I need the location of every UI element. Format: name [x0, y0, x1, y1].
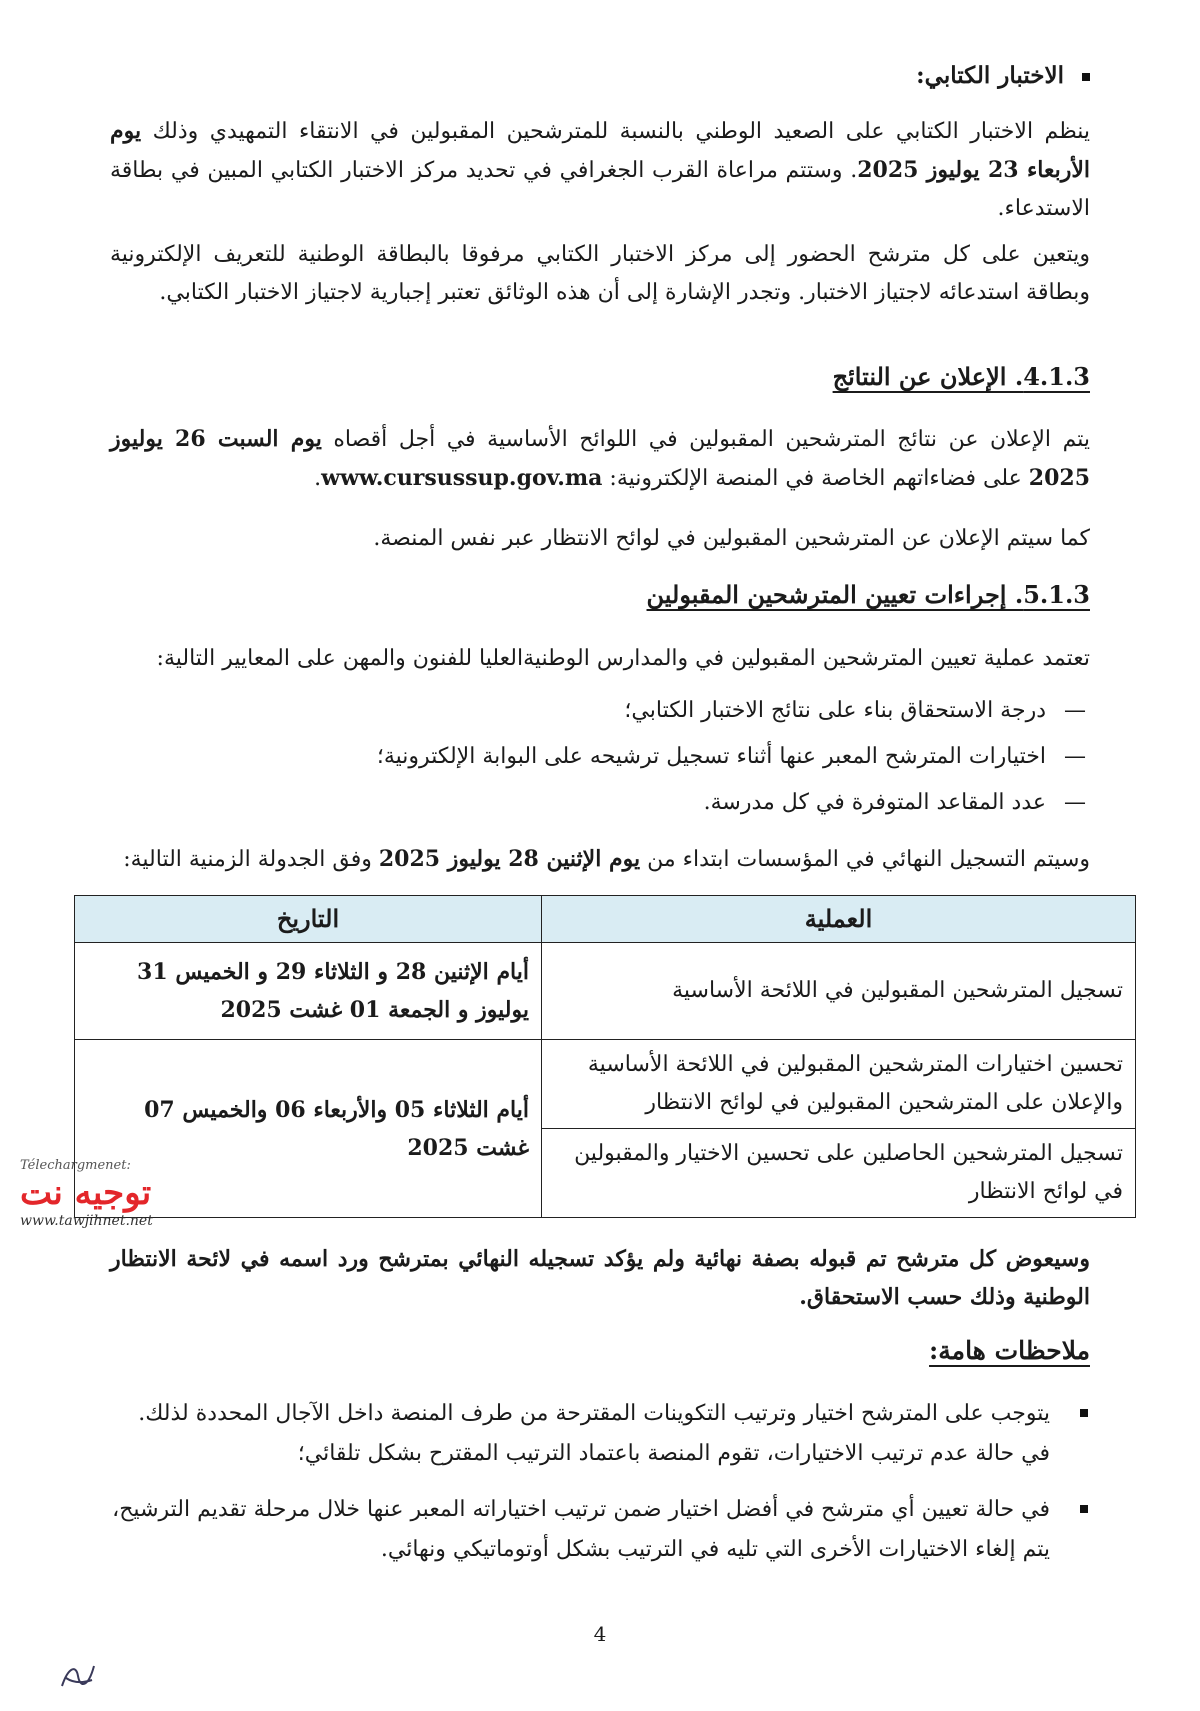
replacement-paragraph: وسيعوض كل مترشح تم قبوله بصفة نهائية ولم يؤكد تسجيله النهائي بمترشح ورد اسمه في لائحة الانتظار الوطنية وذلك حسب الاستحقاق. — [110, 1246, 1090, 1310]
results-paragraph-1: يتم الإعلان عن نتائج المترشحين المقبولين في اللوائح الأساسية في أجل أقصاه يوم السبت 26 يوليوز 2025 على فضاءاتهم الخاصة في المنصة الإلكترونية: www.cursussup.gov.ma. — [110, 426, 1090, 491]
table-cell-operation: تحسين اختيارات المترشحين المقبولين في اللائحة الأساسية والإعلان على المترشحين المقبولين في لوائح الانتظار — [542, 1040, 1136, 1129]
signature-icon — [58, 1658, 98, 1694]
column-header-operation: العملية — [542, 896, 1136, 943]
table-row — [75, 943, 1136, 1040]
notes-title: ملاحظات هامة: — [929, 1336, 1090, 1365]
watermark-label: Télechargmenet: — [20, 1158, 131, 1173]
criteria-list — [110, 688, 1090, 826]
schedule-table — [74, 895, 1136, 1218]
list-item: —عدد المقاعد المتوفرة في كل مدرسة. — [110, 780, 1090, 826]
square-bullet-icon — [1080, 1505, 1088, 1513]
assignment-section — [110, 580, 1090, 609]
results-date: يوم السبت 26 يوليوز 2025 — [110, 426, 1090, 491]
notes-section — [110, 1336, 1090, 1365]
platform-link[interactable]: www.cursussup.gov.ma — [321, 465, 603, 491]
table-cell-operation: تسجيل المترشحين الحاصلين على تحسين الاختيار والمقبولين في لوائح الانتظار — [542, 1129, 1136, 1218]
list-item: يتوجب على المترشح اختيار وترتيب التكوينات المقترحة من طرف المنصة داخل الآجال المحددة لذلك. في حالة عدم ترتيب الاختيارات، تقوم المنصة باعتماد الترتيب المقترح بشكل تلقائي؛ — [110, 1394, 1090, 1474]
table-cell-date: أيام الثلاثاء 05 والأربعاء 06 والخميس 07 غشت 2025 — [75, 1040, 542, 1218]
results-paragraph-2: كما سيتم الإعلان عن المترشحين المقبولين في لوائح الانتظار عبر نفس المنصة. — [373, 526, 1090, 551]
square-bullet-icon — [1082, 73, 1090, 81]
dash-bullet-icon: — — [1064, 698, 1086, 723]
schedule-intro: وسيتم التسجيل النهائي في المؤسسات ابتداء من يوم الإثنين 28 يوليوز 2025 وفق الجدولة الزمنية التالية: — [123, 846, 1090, 872]
written-exam-heading: الاختبار الكتابي: — [110, 62, 1090, 89]
page-number: 4 — [593, 1622, 607, 1646]
watermark-url: www.tawjihnet.net — [20, 1213, 153, 1229]
column-header-date: التاريخ — [75, 896, 542, 943]
notes-list — [110, 1394, 1090, 1570]
written-exam-section — [110, 62, 1090, 89]
registration-start-date: يوم الإثنين 28 يوليوز 2025 — [378, 846, 641, 872]
written-exam-date: يوم الأربعاء 23 يوليوز 2025 — [110, 118, 1091, 183]
table-header-row — [75, 896, 1136, 943]
assignment-title: 5.1.3. إجراءات تعيين المترشحين المقبولين — [646, 580, 1090, 609]
square-bullet-icon — [1080, 1409, 1088, 1417]
results-title: 4.1.3. الإعلان عن النتائج — [832, 362, 1090, 391]
table-cell-operation: تسجيل المترشحين المقبولين في اللائحة الأساسية — [542, 943, 1136, 1040]
dash-bullet-icon: — — [1064, 744, 1086, 769]
assignment-intro: تعتمد عملية تعيين المترشحين المقبولين في والمدارس الوطنيةالعليا للفنون والمهن على المعايير التالية: — [156, 646, 1090, 671]
written-exam-paragraph-1: ينظم الاختبار الكتابي على الصعيد الوطني بالنسبة للمترشحين المقبولين في الانتقاء التمهيدي وذلك يوم الأربعاء 23 يوليوز 2025. وستتم مراعاة القرب الجغرافي في تحديد مركز الاختبار الكتابي المبين في بطاقة الاستدعاء. — [110, 118, 1091, 221]
watermark-logo: توجيه نت — [20, 1173, 152, 1213]
table-row — [75, 1040, 1136, 1129]
list-item: —اختيارات المترشح المعبر عنها أثناء تسجيل ترشيحه على البوابة الإلكترونية؛ — [110, 734, 1090, 780]
results-section — [110, 362, 1090, 391]
written-exam-paragraph-2: ويتعين على كل مترشح الحضور إلى مركز الاختبار الكتابي مرفوقا بالبطاقة الوطنية للتعريف الإلكترونية وبطاقة استدعائه لاجتياز الاختبار. وتجدر الإشارة إلى أن هذه الوثائق تعتبر إجبارية لاجتياز الاختبار الكتابي. — [110, 242, 1090, 305]
list-item: —درجة الاستحقاق بناء على نتائج الاختبار الكتابي؛ — [110, 688, 1090, 734]
list-item: في حالة تعيين أي مترشح في أفضل اختيار ضمن ترتيب اختياراته المعبر عنها خلال مرحلة تقديم الترشيح، يتم إلغاء الاختيارات الأخرى التي تليه في الترتيب بشكل أوتوماتيكي ونهائي. — [110, 1490, 1090, 1570]
table-cell-date: أيام الإثنين 28 و الثلاثاء 29 و الخميس 31 يوليوز و الجمعة 01 غشت 2025 — [75, 943, 542, 1040]
dash-bullet-icon: — — [1064, 790, 1086, 815]
watermark — [20, 1158, 200, 1229]
